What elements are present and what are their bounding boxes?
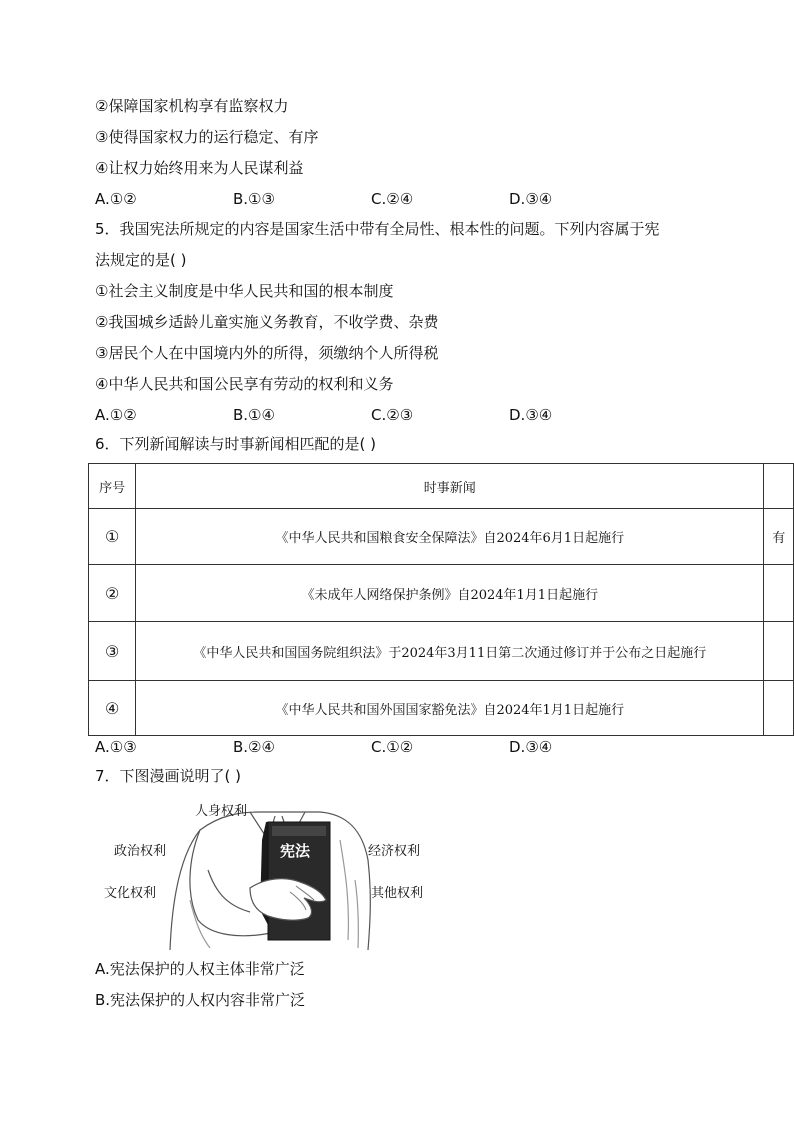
row-extra	[764, 681, 794, 736]
q5-item-4: ④中华人民共和国公民享有劳动的权利和义务	[95, 375, 394, 393]
cartoon-drawing	[100, 800, 440, 950]
row-news: 《中华人民共和国国务院组织法》于2024年3月11日第二次通过修订并于公布之日起施行	[136, 622, 764, 681]
table-row	[89, 622, 794, 681]
q5-option-a[interactable]: A.①②	[95, 406, 137, 424]
q6-option-b[interactable]: B.②④	[233, 738, 275, 756]
q5-option-b[interactable]: B.①④	[233, 406, 275, 424]
table-row	[89, 565, 794, 622]
header-number: 序号	[89, 464, 136, 509]
q7-stem: 7．下图漫画说明了( )	[95, 767, 242, 785]
q6-option-a[interactable]: A.①③	[95, 738, 137, 756]
row-news: 《未成年人网络保护条例》自2024年1月1日起施行	[136, 565, 764, 622]
table-header-row	[89, 464, 794, 509]
q6-option-d[interactable]: D.③④	[509, 738, 553, 756]
q4-item-2: ②保障国家机构享有监察权力	[95, 97, 289, 115]
q4-option-a[interactable]: A.①②	[95, 190, 137, 208]
q7-option-b[interactable]: B.宪法保护的人权内容非常广泛	[95, 991, 306, 1009]
q5-options	[95, 405, 695, 425]
row-extra	[764, 565, 794, 622]
q5-item-1: ①社会主义制度是中华人民共和国的根本制度	[95, 282, 394, 300]
label-cultural-rights: 文化权利	[104, 886, 157, 901]
q4-option-b[interactable]: B.①③	[233, 190, 275, 208]
label-personal-rights: 人身权利	[195, 804, 248, 819]
constitution-cartoon	[100, 800, 440, 950]
q5-item-3: ③居民个人在中国境内外的所得，须缴纳个人所得税	[95, 344, 439, 362]
q6-option-c[interactable]: C.①②	[371, 738, 414, 756]
q4-option-d[interactable]: D.③④	[509, 190, 553, 208]
q4-options	[95, 189, 695, 209]
label-economic-rights: 经济权利	[368, 844, 421, 859]
q5-item-2: ②我国城乡适龄儿童实施义务教育，不收学费、杂费	[95, 313, 439, 331]
q5-stem-line1: 5．我国宪法所规定的内容是国家生活中带有全局性、根本性的问题。下列内容属于宪	[95, 220, 660, 238]
news-table	[88, 463, 794, 736]
q4-option-c[interactable]: C.②④	[371, 190, 414, 208]
table-row	[89, 681, 794, 736]
q6-options	[95, 737, 695, 757]
row-news: 《中华人民共和国粮食安全保障法》自2024年6月1日起施行	[136, 509, 764, 565]
table-row	[89, 509, 794, 565]
q6-stem: 6．下列新闻解读与时事新闻相匹配的是( )	[95, 435, 377, 453]
row-number: ④	[89, 681, 136, 736]
row-extra: 有	[764, 509, 794, 565]
q5-stem-line2: 法规定的是( )	[95, 251, 187, 269]
row-extra	[764, 622, 794, 681]
book-title: 宪法	[280, 842, 311, 860]
row-number: ①	[89, 509, 136, 565]
header-news: 时事新闻	[136, 464, 764, 509]
row-number: ③	[89, 622, 136, 681]
row-news: 《中华人民共和国外国国家豁免法》自2024年1月1日起施行	[136, 681, 764, 736]
q5-option-d[interactable]: D.③④	[509, 406, 553, 424]
q7-option-a[interactable]: A.宪法保护的人权主体非常广泛	[95, 960, 305, 978]
q5-option-c[interactable]: C.②③	[371, 406, 414, 424]
q4-item-3: ③使得国家权力的运行稳定、有序	[95, 128, 319, 146]
label-other-rights: 其他权利	[371, 886, 424, 901]
q4-item-4: ④让权力始终用来为人民谋利益	[95, 159, 304, 177]
label-political-rights: 政治权利	[114, 844, 167, 859]
header-extra	[764, 464, 794, 509]
row-number: ②	[89, 565, 136, 622]
